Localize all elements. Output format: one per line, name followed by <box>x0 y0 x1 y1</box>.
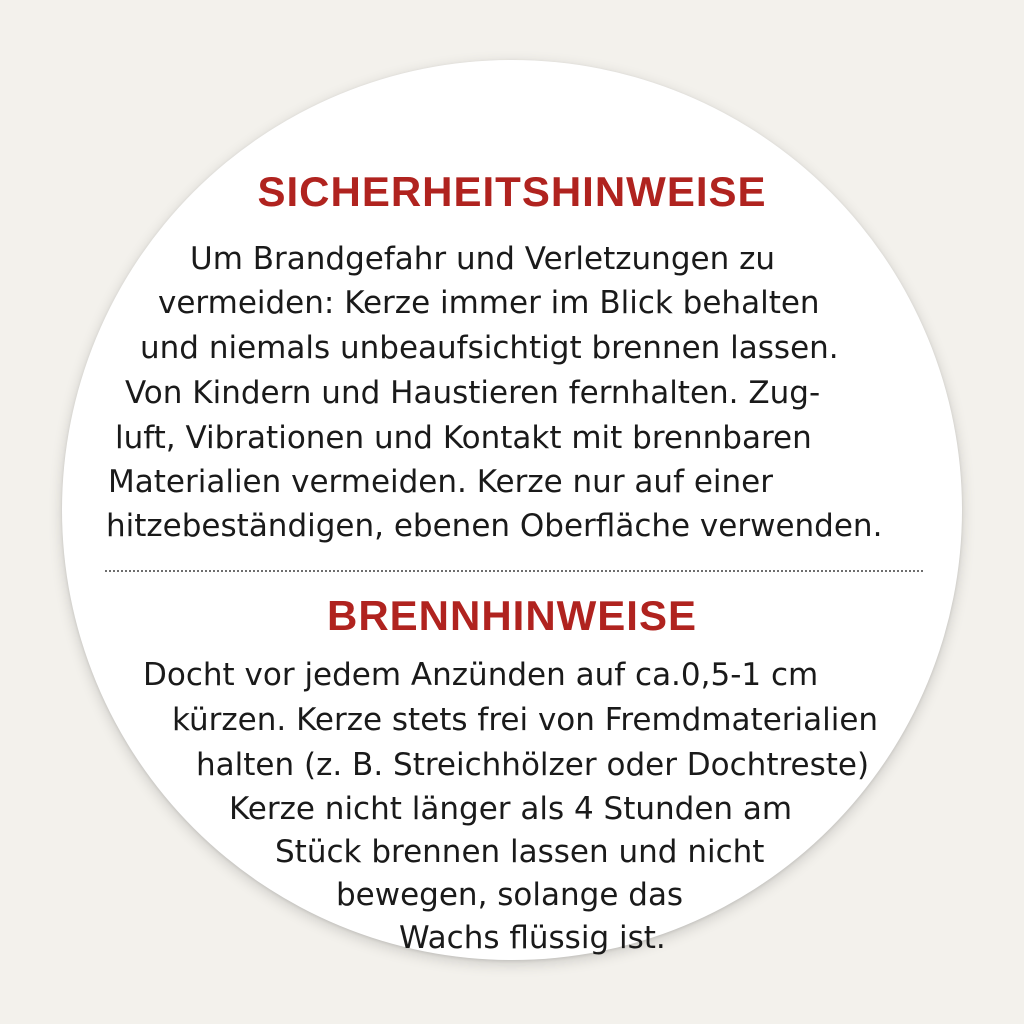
safety-line: vermeiden: Kerze immer im Blick behalten <box>158 285 820 321</box>
safety-heading: SICHERHEITSHINWEISE <box>257 168 767 215</box>
burning-line: Wachs flüssig ist. <box>399 920 666 956</box>
safety-line: und niemals unbeaufsichtigt brennen lassen. <box>140 330 839 366</box>
burning-line: Docht vor jedem Anzünden auf ca.0,5-1 cm <box>143 657 819 693</box>
burning-line: bewegen, solange das <box>336 877 684 913</box>
dotted-divider <box>105 570 923 572</box>
safety-line: Materialien vermeiden. Kerze nur auf einer <box>108 464 773 500</box>
burning-line: Stück brennen lassen und nicht <box>275 834 765 870</box>
safety-line: Um Brandgefahr und Verletzungen zu <box>190 241 776 277</box>
safety-line: luft, Vibrationen und Kontakt mit brennbaren <box>115 420 812 456</box>
burning-line: kürzen. Kerze stets frei von Fremdmaterialien <box>172 702 879 738</box>
burning-heading: BRENNHINWEISE <box>326 592 698 639</box>
safety-line: Von Kindern und Haustieren fernhalten. Zug- <box>125 375 821 411</box>
burning-line: halten (z. B. Streichhölzer oder Dochtreste) <box>196 747 870 783</box>
safety-line: hitzebeständigen, ebenen Oberfläche verwenden. <box>106 508 883 544</box>
burning-line: Kerze nicht länger als 4 Stunden am <box>229 791 793 827</box>
